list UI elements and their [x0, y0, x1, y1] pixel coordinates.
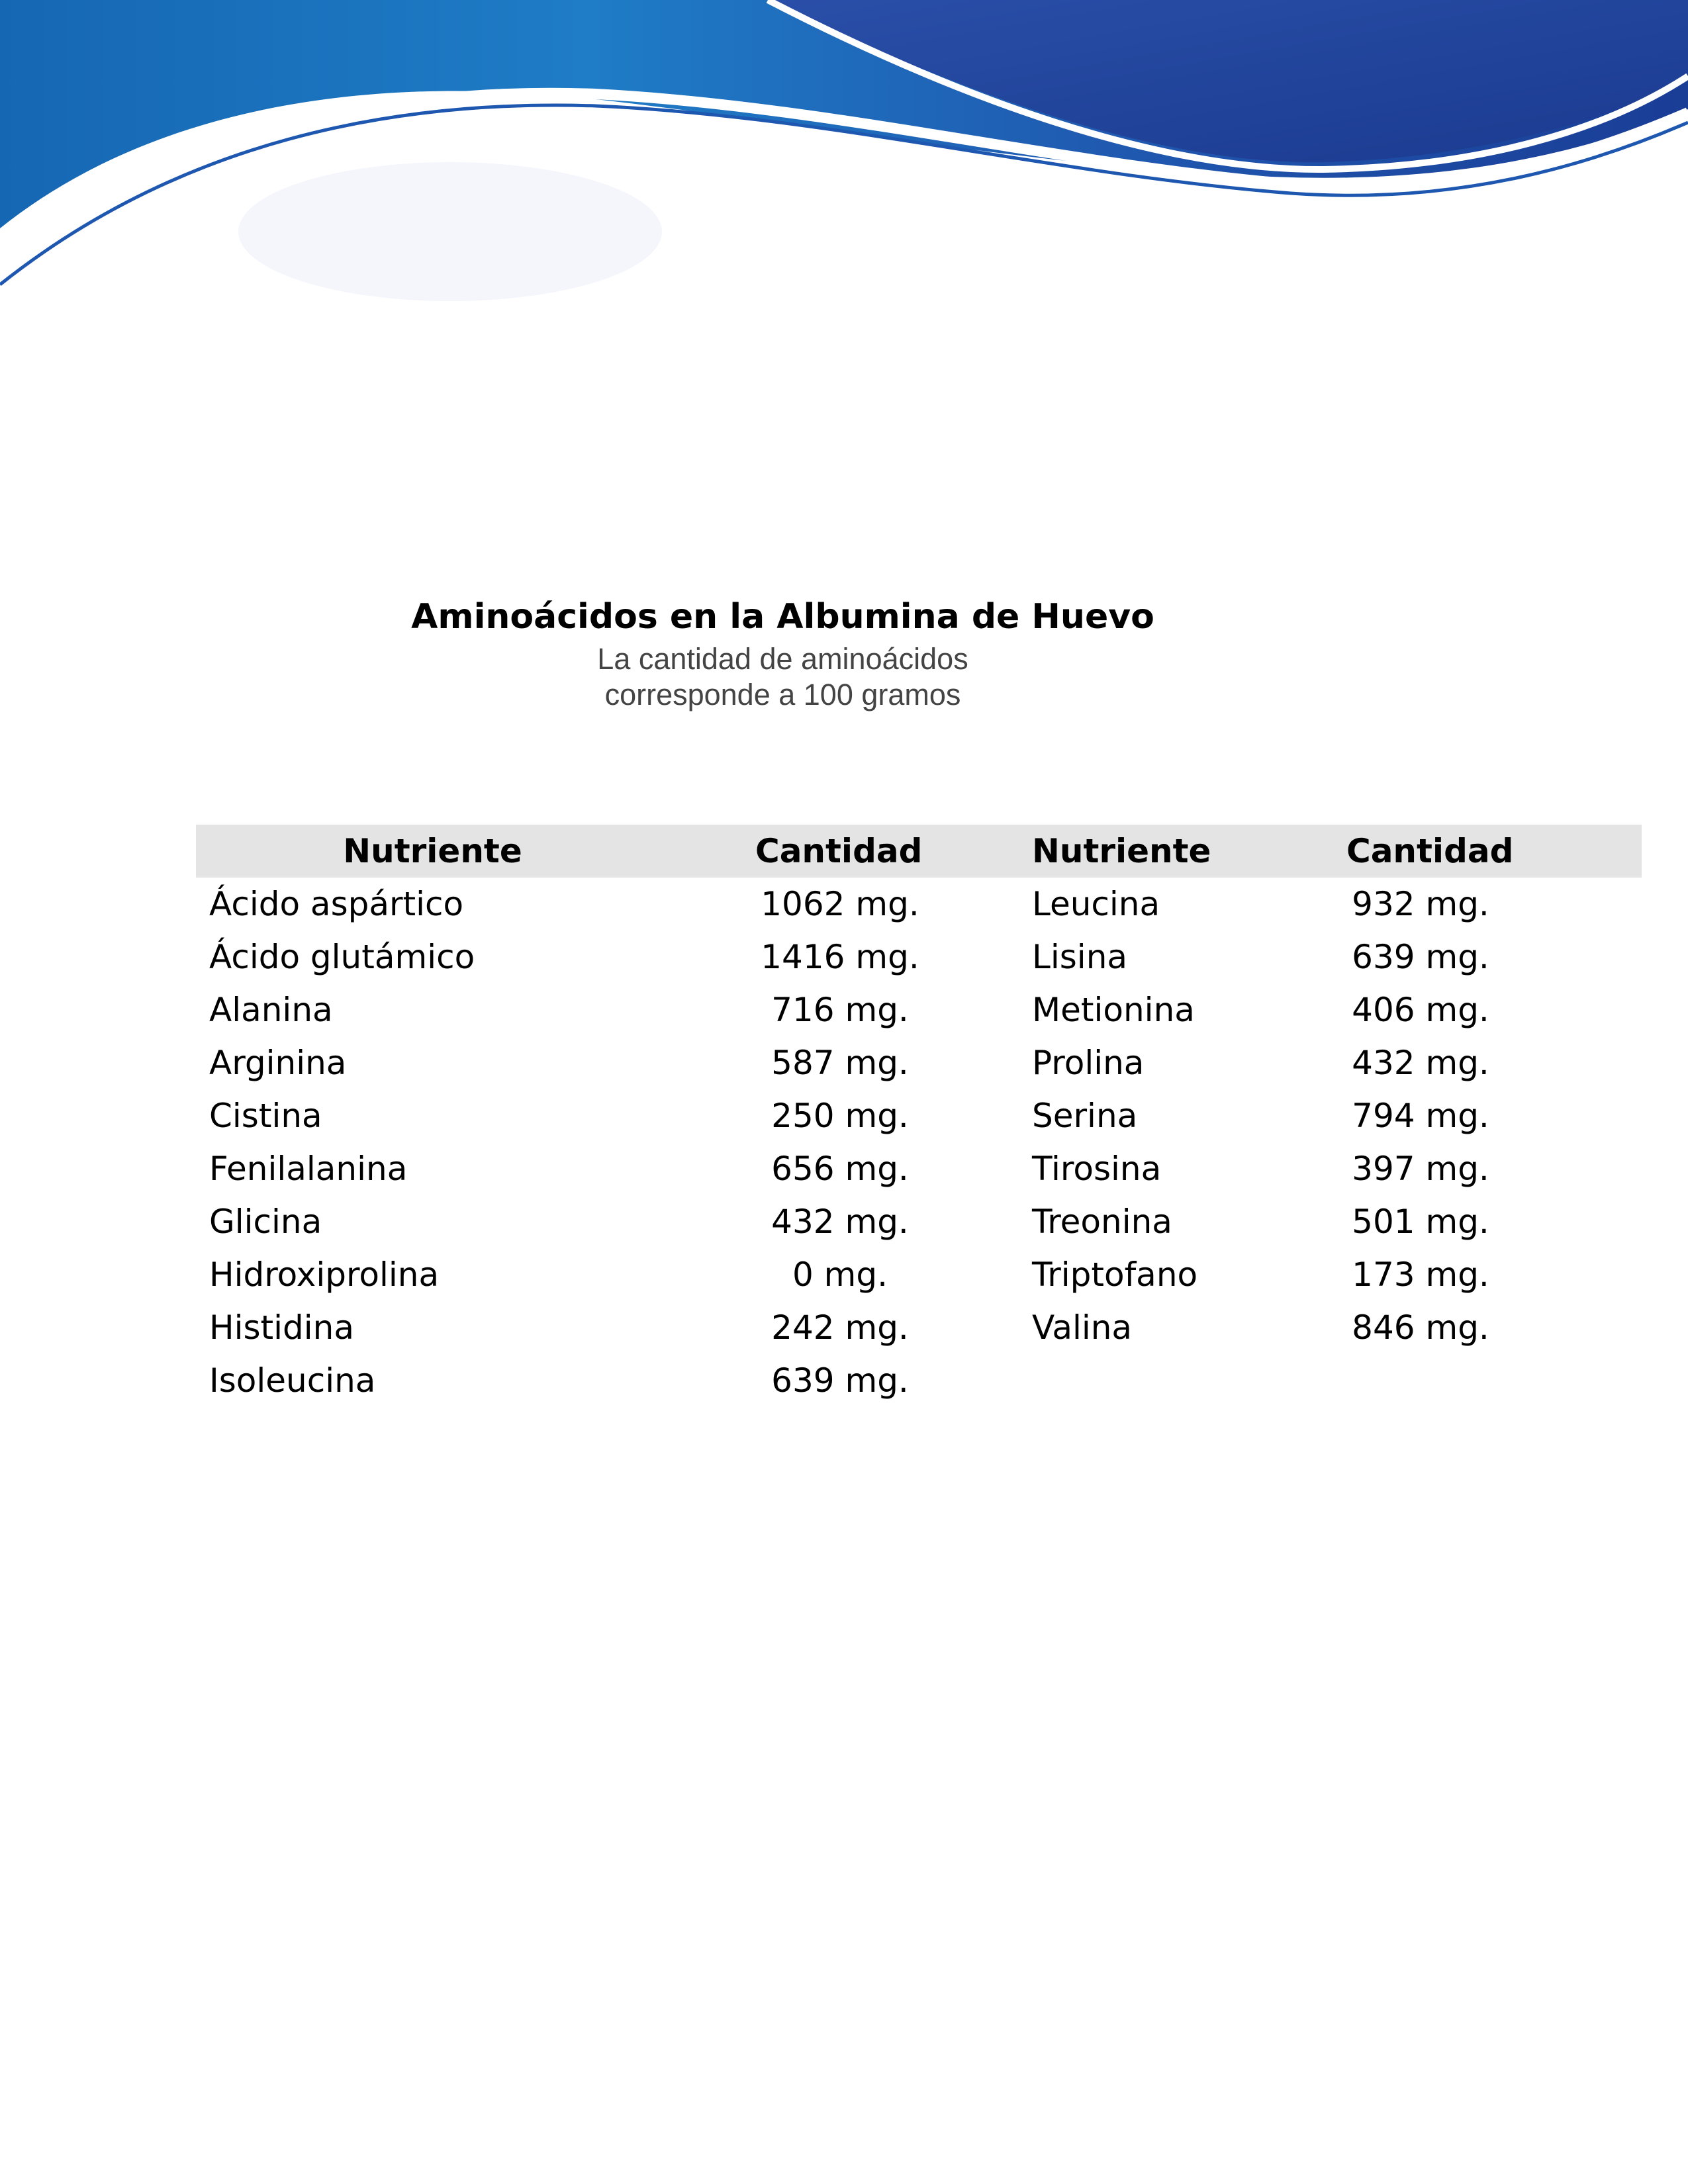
- nutrient-name: Fenilalanina: [209, 1150, 408, 1188]
- nutrient-quantity: 846 mg.: [1352, 1308, 1489, 1347]
- nutrient-quantity: 432 mg.: [1352, 1044, 1489, 1082]
- nutrient-quantity: 639 mg.: [1352, 938, 1489, 976]
- table-row: [196, 1142, 1642, 1195]
- nutrient-name: Cistina: [209, 1097, 322, 1135]
- column-header-quantity-left: Cantidad: [755, 832, 923, 870]
- column-header-nutrient-left: Nutriente: [343, 832, 522, 870]
- nutrient-quantity: 716 mg.: [771, 991, 909, 1029]
- table-row: [196, 1089, 1642, 1142]
- table-row: [196, 878, 1642, 931]
- document-subtitle-line2: corresponde a 100 gramos: [604, 678, 961, 711]
- header-wave-decoration: [0, 0, 1688, 318]
- nutrient-name: Serina: [1032, 1097, 1138, 1135]
- table-row: [196, 931, 1642, 983]
- nutrient-quantity: 397 mg.: [1352, 1150, 1489, 1188]
- nutrient-quantity: 639 mg.: [771, 1361, 909, 1400]
- nutrient-name: Treonina: [1032, 1203, 1172, 1241]
- nutrient-quantity: 1416 mg.: [761, 938, 919, 976]
- nutrient-quantity: 0 mg.: [792, 1255, 888, 1294]
- table-row: [196, 1195, 1642, 1248]
- nutrient-name: Alanina: [209, 991, 333, 1029]
- column-header-quantity-right: Cantidad: [1346, 832, 1514, 870]
- table-header-row: [196, 825, 1642, 878]
- nutrient-quantity: 932 mg.: [1352, 885, 1489, 923]
- table-row: [196, 1036, 1642, 1089]
- nutrient-name: [1019, 1354, 1333, 1407]
- nutrient-name: Arginina: [209, 1044, 347, 1082]
- amino-acid-table-container: [196, 825, 1529, 1407]
- nutrient-name: Lisina: [1032, 938, 1128, 976]
- document-title: Aminoácidos en la Albumina de Huevo: [411, 597, 1154, 637]
- nutrient-quantity: 501 mg.: [1352, 1203, 1489, 1241]
- nutrient-name: Ácido glutámico: [209, 938, 475, 976]
- nutrient-quantity: 242 mg.: [771, 1308, 909, 1347]
- nutrient-quantity: 432 mg.: [771, 1203, 909, 1241]
- nutrient-quantity: 1062 mg.: [761, 885, 919, 923]
- table-row: [196, 1301, 1642, 1354]
- nutrient-name: Hidroxiprolina: [209, 1255, 440, 1294]
- nutrient-name: Prolina: [1032, 1044, 1145, 1082]
- nutrient-name: Glicina: [209, 1203, 322, 1241]
- nutrient-quantity: 794 mg.: [1352, 1097, 1489, 1135]
- nutrient-name: Tirosina: [1032, 1150, 1162, 1188]
- nutrient-name: Histidina: [209, 1308, 354, 1347]
- nutrient-quantity: 656 mg.: [771, 1150, 909, 1188]
- nutrient-quantity: 173 mg.: [1352, 1255, 1489, 1294]
- nutrient-name: Ácido aspártico: [209, 885, 464, 923]
- table-row: [196, 1354, 1642, 1407]
- nutrient-name: Leucina: [1032, 885, 1160, 923]
- nutrient-quantity: 250 mg.: [771, 1097, 909, 1135]
- nutrient-name: Valina: [1032, 1308, 1133, 1347]
- nutrient-name: Metionina: [1032, 991, 1195, 1029]
- table-row: [196, 1248, 1642, 1301]
- document-subtitle-line1: La cantidad de aminoácidos: [597, 642, 968, 676]
- nutrient-quantity: 587 mg.: [771, 1044, 909, 1082]
- title-block: [0, 592, 1688, 713]
- nutrient-name: Isoleucina: [209, 1361, 376, 1400]
- table-row: [196, 983, 1642, 1036]
- nutrient-quantity: 406 mg.: [1352, 991, 1489, 1029]
- column-header-nutrient-right: Nutriente: [1032, 832, 1211, 870]
- amino-acid-table: [196, 825, 1642, 1407]
- nutrient-name: Triptofano: [1032, 1255, 1198, 1294]
